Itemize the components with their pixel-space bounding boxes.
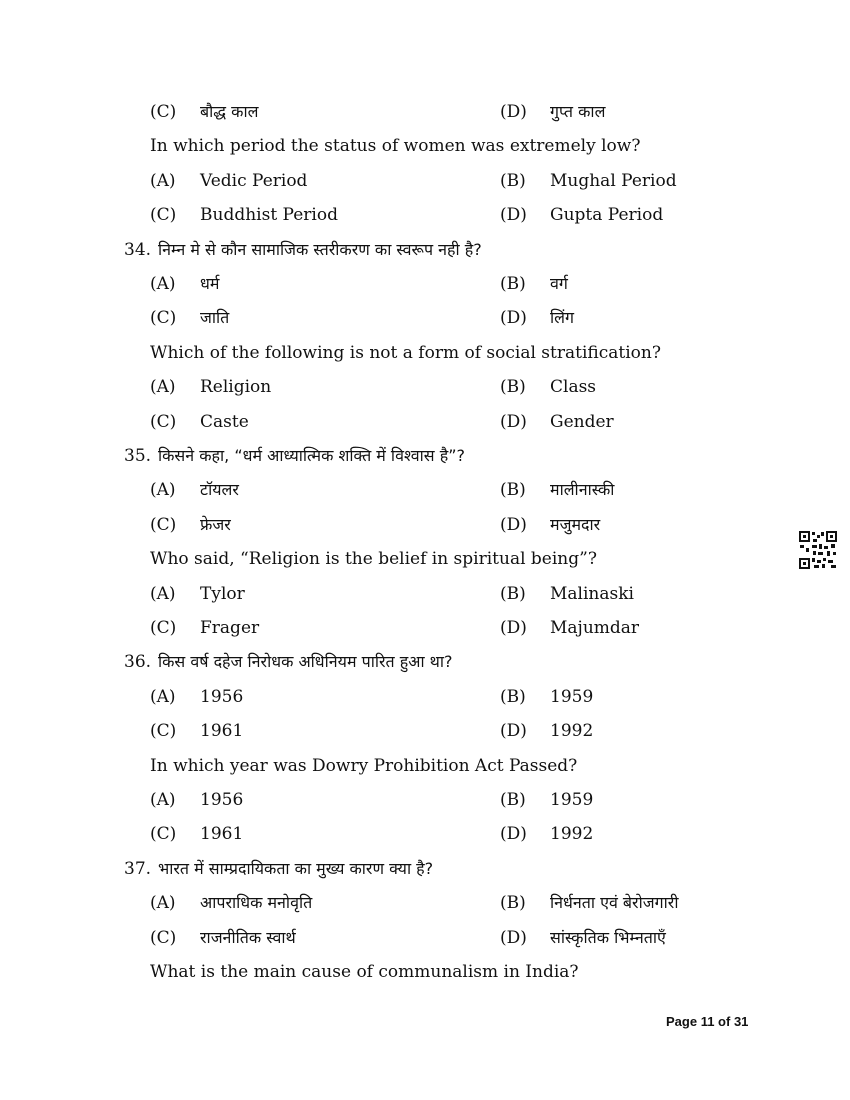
option-code: (C) (150, 308, 177, 329)
option-text: Gender (550, 411, 614, 432)
question-text: निम्न मे से कौन सामाजिक स्तरीकरण का स्वरूप नही है? (158, 239, 482, 259)
option-text: धर्म (200, 274, 220, 293)
option-text: सांस्कृतिक भिम्नताएँ (550, 927, 666, 947)
option-text: 1959 (550, 790, 594, 810)
option-text: Gupta Period (550, 205, 664, 226)
option-code: (D) (500, 411, 527, 432)
option-code: (D) (500, 102, 527, 122)
option-text: मालीनास्की (550, 480, 615, 500)
option-code: (C) (150, 927, 177, 948)
option-text: लिंग (550, 308, 575, 328)
question-text: भारत में साम्प्रदायिकता का मुख्य कारण क्या है? (158, 858, 434, 878)
option-code: (C) (150, 102, 177, 122)
option-text: Religion (200, 377, 272, 398)
page-current: 11 (700, 1014, 715, 1029)
option-code: (B) (500, 790, 526, 810)
option-text: आपराधिक मनोवृति (200, 893, 313, 913)
option-text: टॉयलर (200, 480, 239, 500)
question-number: 36. (124, 652, 152, 673)
option-text: Tylor (200, 583, 245, 604)
option-code: (B) (500, 893, 526, 914)
option-code: (A) (150, 583, 176, 604)
question-text: What is the main cause of communalism in India? (150, 962, 579, 982)
option-code: (A) (150, 274, 176, 294)
option-code: (B) (500, 274, 526, 294)
question-text: In which year was Dowry Prohibition Act Passed? (150, 755, 578, 776)
option-text: Class (550, 377, 597, 398)
option-code: (C) (150, 824, 177, 845)
qr-code-icon (798, 530, 838, 570)
option-text: वर्ग (550, 274, 568, 293)
option-code: (B) (500, 480, 526, 501)
page-label-prefix: Page (666, 1014, 701, 1029)
option-text: Mughal Period (550, 170, 677, 191)
option-text: Malinaski (550, 583, 634, 604)
question-number: 37. (124, 858, 152, 879)
option-code: (A) (150, 686, 176, 707)
option-text: Caste (200, 411, 249, 432)
question-text: Who said, “Religion is the belief in spiritual being”? (150, 549, 597, 570)
option-code: (A) (150, 893, 176, 914)
option-text: मजुमदार (550, 514, 601, 534)
option-text: निर्धनता एवं बेरोजगारी (550, 893, 679, 913)
option-code: (B) (500, 170, 526, 191)
option-text: Vedic Period (200, 170, 308, 191)
option-code: (B) (500, 583, 526, 604)
option-code: (C) (150, 514, 177, 535)
option-text: राजनीतिक स्वार्थ (200, 927, 296, 947)
option-text: 1956 (200, 686, 244, 707)
option-text: बौद्ध काल (200, 102, 259, 121)
option-text: Majumdar (550, 618, 640, 638)
option-code: (C) (150, 618, 177, 638)
option-text: 1992 (550, 721, 594, 742)
option-code: (D) (500, 618, 527, 638)
option-code: (D) (500, 308, 527, 329)
question-number: 34. (124, 239, 152, 260)
page-label-middle: of (714, 1014, 734, 1029)
question-text: किस वर्ष दहेज निरोधक अधिनियम पारित हुआ था? (158, 652, 453, 672)
option-text: Buddhist Period (200, 205, 338, 226)
option-code: (D) (500, 514, 527, 535)
option-code: (C) (150, 411, 177, 432)
question-number: 35. (124, 446, 152, 466)
option-code: (A) (150, 377, 176, 398)
option-code: (C) (150, 721, 177, 742)
option-code: (B) (500, 686, 526, 707)
option-text: 1992 (550, 824, 594, 845)
option-code: (D) (500, 205, 527, 226)
option-code: (A) (150, 170, 176, 191)
page-total: 31 (733, 1014, 749, 1029)
option-text: 1961 (200, 824, 244, 845)
option-code: (B) (500, 377, 526, 398)
option-code: (A) (150, 480, 176, 501)
option-code: (D) (500, 824, 527, 845)
option-text: 1956 (200, 790, 244, 810)
option-text: गुप्त काल (550, 102, 606, 121)
question-text: In which period the status of women was extremely low? (150, 136, 641, 157)
question-text: Which of the following is not a form of social stratification? (150, 342, 661, 363)
option-code: (D) (500, 721, 527, 742)
option-text: Frager (200, 618, 260, 638)
question-text: किसने कहा, “धर्म आध्यात्मिक शक्ति में विश्वास है”? (158, 446, 465, 465)
option-code: (A) (150, 790, 176, 810)
option-code: (D) (500, 927, 527, 948)
option-code: (C) (150, 205, 177, 226)
option-text: फ्रेजर (200, 514, 231, 534)
option-text: जाति (200, 308, 230, 328)
option-text: 1961 (200, 721, 244, 742)
page-footer (666, 1014, 748, 1029)
option-text: 1959 (550, 686, 594, 707)
